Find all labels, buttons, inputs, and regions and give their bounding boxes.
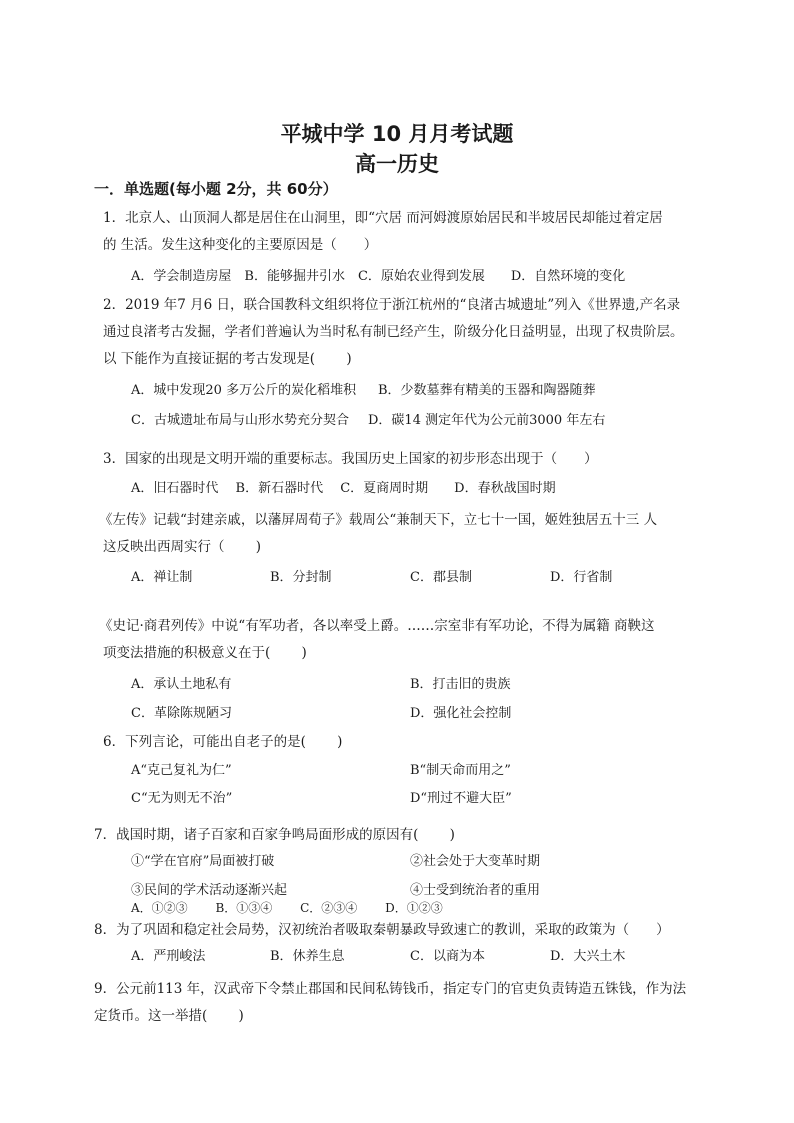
question-4-option-b: B．分封制 [270,570,332,585]
question-1-options: A．学会制造房屋 B．能够掘井引水 C．原始农业得到发展 D．自然环境的变化 [131,269,626,284]
question-5-option-d: D．强化社会控制 [410,706,512,721]
question-4-line-2: 这反映出西周实行（ ) [103,539,262,555]
section-heading: 一．单选题(每小题 2分，共 60分） [94,180,338,198]
question-7-item-1: ①“学在官府”局面被打破 [131,854,275,869]
exam-subtitle: 高一历史 [355,152,439,176]
question-4-option-c: C．郡县制 [410,570,472,585]
question-2-option-d: D．碳14 测定年代为公元前3000 年左右 [368,413,606,428]
question-2-line-3: 以 下能作为直接证据的考古发现是( ) [103,351,352,367]
question-9-line-2: 定货币。这一举措( ) [94,1008,244,1024]
question-2-option-a: A．城中发现20 多万公斤的炭化稻堆积 [131,383,357,398]
question-7-item-3: ③民间的学术活动逐渐兴起 [131,883,288,898]
question-8-line-1: 8．为了巩固和稳定社会局势，汉初统治者吸取秦朝暴政导致速亡的教训，采取的政策为（ ） [94,922,670,938]
question-5-line-1: 《史记·商君列传》中说“有军功者，各以率受上爵。……宗室非有军功论，不得为属籍 商鞅这 [99,618,655,634]
question-3-line-1: 3．国家的出现是文明开端的重要标志。我国历史上国家的初步形态出现于（ ） [103,451,598,467]
question-4-option-a: A．禅让制 [131,570,193,585]
question-6-option-d: D“刑过不避大臣” [410,791,512,806]
question-2-line-1: 2．2019 年7 月6 日，联合国教科文组织将位于浙江杭州的“良渚古城遗址”列入《世界遗,产名录 [103,297,681,313]
question-1-line-2: 的 生活。发生这种变化的主要原因是（ ） [103,237,378,253]
question-4-line-1: 《左传》记载“封建亲戚，以藩屏周荀子》载周公“兼制天下，立七十一国，姬姓独居五十三 人 [99,512,658,528]
question-6-option-b: B“制天命而用之” [410,763,511,778]
question-2-option-b: B．少数墓葬有精美的玉器和陶器随葬 [378,383,596,398]
question-6-line-1: 6．下列言论，可能出自老子的是( ) [103,734,343,750]
question-3-options: A．旧石器时代 B．新石器时代 C．夏商周时期 D．春秋战国时期 [131,481,556,496]
question-5-line-2: 项变法措施的积极意义在于( ) [103,645,307,661]
question-6-option-a: A“克己复礼为仁” [131,763,232,778]
question-7-item-2: ②社会处于大变革时期 [410,854,541,869]
question-1-line-1: 1．北京人、山顶洞人都是居住在山洞里，即“穴居 而河姆渡原始居民和半坡居民却能过着定居 [103,210,663,226]
question-7-item-4: ④士受到统治者的重用 [410,883,541,898]
question-2-line-2: 通过良渚考古发掘，学者们普遍认为当时私有制已经产生，阶级分化日益明显，出现了权贵阶层。 [103,324,684,340]
question-8-option-b: B．休养生息 [270,949,345,964]
question-8-option-c: C．以商为本 [410,949,485,964]
question-8-option-a: A．严刑峻法 [131,949,206,964]
question-2-option-c: C．古城遗址布局与山形水势充分契合 [131,413,349,428]
question-8-option-d: D．大兴土木 [550,949,626,964]
question-7-options: A．①②③ B．①③④ C．②③④ D．①②③ [131,901,443,915]
question-4-option-d: D．行省制 [550,570,613,585]
question-9-line-1: 9．公元前113 年，汉武帝下令禁止郡国和民间私铸钱币，指定专门的官吏负责铸造五铢钱，作为法 [94,981,687,997]
question-5-option-c: C．革除陈规陋习 [131,706,232,721]
question-5-option-a: A．承认土地私有 [131,677,232,692]
question-6-option-c: C“无为则无不治” [131,791,233,806]
question-7-line-1: 7．战国时期，诸子百家和百家争鸣局面形成的原因有( ) [94,827,455,843]
exam-title: 平城中学 10 月月考试题 [280,122,514,146]
question-5-option-b: B．打击旧的贵族 [410,677,511,692]
